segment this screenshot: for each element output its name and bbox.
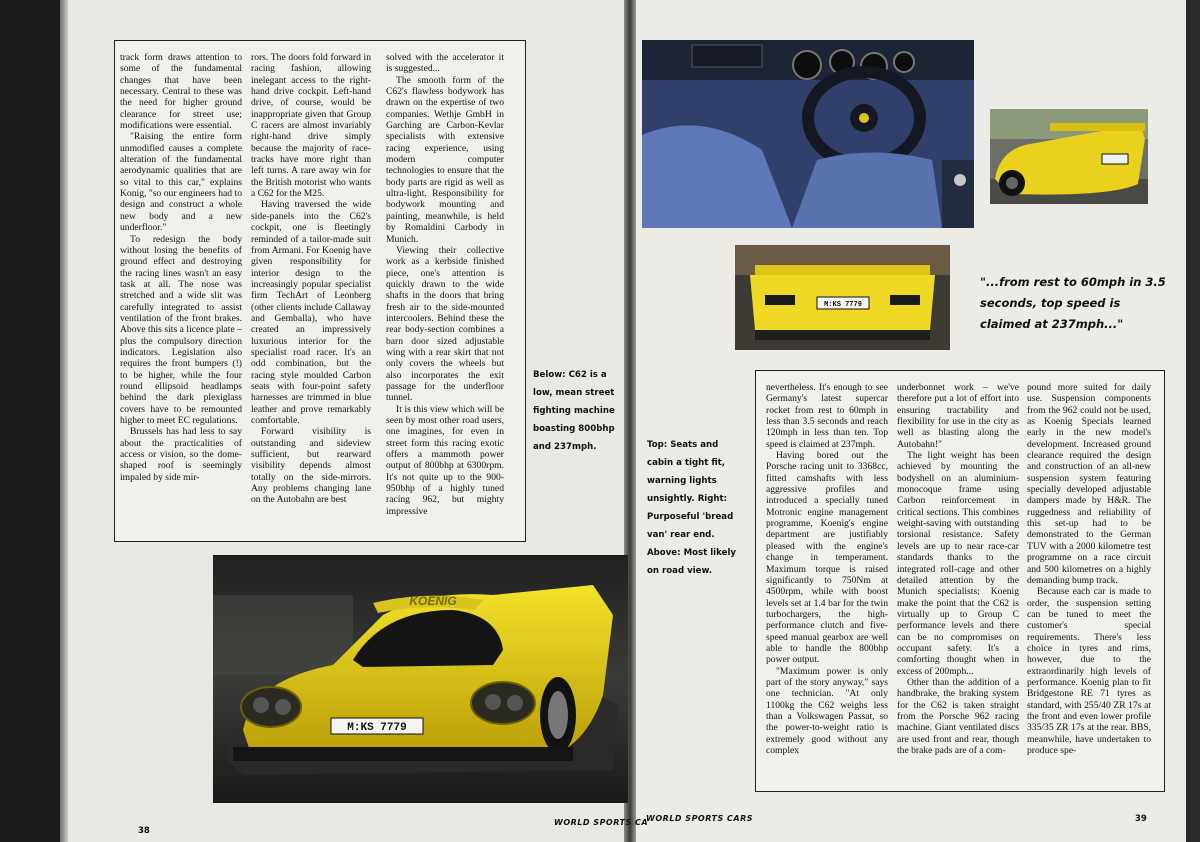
pull-quote: "...from rest to 60mph in 3.5 seconds, top speed is claimed at 237mph..." [980,275,1166,331]
paragraph: "Maximum power is only part of the story anyway," says one technician. "At only 1100kg the C62 weighs less than a Volkswagen Passat, so the power-to-weight ratio is extremely good without any complex [766,665,888,756]
paragraph: nevertheless. It's enough to see Germany's latest supercar rocket from rest to 60mph in less than 3.5 seconds and reach 120mph in less than ten. Top speed is claimed at 237mph. [766,382,888,450]
rear-car-photo [990,109,1148,204]
right-text-column-1 [766,382,888,782]
paragraph: It is this view which will be seen by most other road users, one imagines, for even in street form this racing exotic offers a mammoth power output of 800bhp at 6300rpm. It's not quite up to the 900-950bhp of a highly tuned racing 962, but mighty impressive [386,403,504,517]
right-running-head: WORLD SPORTS CARS [646,814,754,823]
left-running-head: WORLD SPORTS CA [554,818,649,827]
right-text-column-3 [1027,382,1151,782]
paragraph: Other than the addition of a handbrake, the braking system for the C62 is taken straight from the Porsche 962 racing machine. Giant ventilated discs are used front and rear, though the brake pads are of a com- [897,676,1019,756]
wing-lettering: KOENIG [409,594,457,608]
paragraph: Brussels has had less to say about the practicalities of access or vision, so the dome-shaped roof is seemingly impaled by side mir- [120,426,242,483]
main-car-plate: M:KS 7779 [347,722,407,734]
paragraph: pound more suited for daily use. Suspension components from the 962 could not be used, as Koenig Specials learned early in the new model's development. Increased ground clearance required the design and construction of an all-new suspension system featuring specially developed adjustable dampers made by H&R. The ruggedness and reliability of this set-up had to be demonstrated to the German TUV with a 2000 kilometre test programme on a race circuit and 500 kilometres on a highly demanding bump track. [1027,382,1151,586]
caption-top-right-above: Top: Seats and cabin a tight fit, warning lights unsightly. Right: Purposeful 'bread van' rear end. Above: Most likely on road view. [647,440,736,576]
caption-below: Below: C62 is a low, mean street fighting machine boasting 800bhp and 237mph. [533,370,615,452]
right-page-edge [1186,0,1200,842]
rear-car-plate: M:KS 7779 [824,301,862,309]
rear-view-photo [735,245,950,350]
yellow-car-rear-three-quarter-image [990,109,1148,204]
paragraph: The smooth form of the C62's flawless bodywork has drawn on the expertise of two companies. Wethje GmbH in Garching are Carbon-Kevlar specialists with extensive racing experience, using modern computer technologies to ensure that the body parts are rigid as well as ultra-light. Responsibility for bodywork mounting and painting, meanwhile, is held by Romaldini Carbody in Munich. [386,74,504,245]
paragraph: track form draws attention to some of the fundamental changes that have been necessary. Central to these was the need for higher ground clearance for street use; modifications were essential. [120,52,242,132]
right-page-number: 39 [1135,814,1147,824]
paragraph: Having bored out the Porsche racing unit to 3368cc, fitted camshafts with less aggressive profiles and introduced a specially tuned Motronic engine management programme, Koenig's engine department are justifiably pleased with the engine's change in temperament. Maximum torque is raised significantly to 750Nm at 4500rpm, while with boost levels set at 1.4 bar for the twin turbochargers, the high-performance clutch and five-speed manual gearbox are well able to handle the 800bhp power output. [766,450,888,666]
paragraph: To redesign the body without losing the benefits of ground effect and destroying the racing lines wasn't an easy task at all. The nose was stretched and a wide slit was carefully integrated to assist ventilation of the front brakes. Above this sits a licence plate – plus the compulsory direction indicators. Legislation also requires the front bumpers (!) to be higher, while the four round ellipsoid headlamps behind the dark plexiglass covers have to be remounted higher to meet EC regulations. [120,233,242,426]
cockpit-interior-image [642,40,974,228]
paragraph: Having traversed the wide side-panels into the C62's cockpit, one is fleetingly reminded of a tailor-made suit from Armani. For Koenig have given responsibility for interior design to the increasingly popular specialist firm TechArt of Leonberg (other clients include Callaway and Gemballa), who have created an impressively luxurious interior for the specialist road racer. It's an odd combination, but the racing style moulded Carbon seats with four-point safety harnesses are trimmed in blue leather and prove remarkably comfortable. [251,199,371,426]
left-text-column-2 [251,52,371,532]
paragraph: underbonnet work – we've therefore put a lot of effort into ensuring tractability and flexibility for use in the city as well as blasting along the Autobahn!" [897,382,1019,450]
paragraph: Forward visibility is outstanding and sideview sufficient, but rearward visibility depends almost totally on the side-mirrors. Any problems changing lane on the Autobahn are best [251,426,371,506]
left-text-column-1 [120,52,242,532]
left-page-edge [60,0,68,842]
main-car-photo [213,555,628,803]
paragraph: Viewing their collective work as a kerbside finished piece, one's attention is quickly drawn to the wide shafts in the doors that bring fresh air to the side-mounted intercoolers. Behind these the rear body-section combines a barn door sized adjustable wing with a rear skirt that not only covers the wheels but also incorporates the exit passage for the underfloor tunnel. [386,244,504,404]
cockpit-photo [642,40,974,228]
right-text-column-2 [897,382,1019,782]
paragraph: Because each car is made to order, the suspension setting can be tuned to meet the customer's special requirements. There's less choice in tyres and rims, however, due to the extraordinarily high levels of performance. Koenig plan to fit Bridgestone RE 71 tyres as standard, with 255/40 ZR 17s at the front and even lower profile 335/35 ZR 17s at the rear. BBS, meanwhile, have undertaken to produce spe- [1027,586,1151,756]
paragraph: The light weight has been achieved by mounting the bodyshell on an aluminium-monocoque frame using Carbon reinforcement in critical sections. This combines weight-saving with outstanding torsional resistance. Safety levels are up to near race-car standards thanks to the integrated roll-cage and other detailed attention by the Munich specialists; Koenig make the point that the C62 is virtually up to Group C performance levels and there can be no compromises on occupant safety. It's a comforting thought when in excess of 200mph... [897,450,1019,677]
paragraph: solved with the accelerator it is suggested... [386,52,504,75]
yellow-car-rear-view-image [735,245,950,350]
paragraph: rors. The doors fold forward in racing fashion, allowing inelegant access to the right-hand drive cockpit. Left-hand drive, of course, would be inappropriate given that Group C racers are almost invariably right-hand drive simply because the majority of race-tracks have more right than left turns. A rare away win for the British motorist who wants a C62 for the M25. [251,52,371,200]
left-page-number: 38 [138,826,150,836]
left-text-column-3 [386,52,504,532]
paragraph: "Raising the entire form unmodified causes a complete alteration of the fundamental aerodynamic qualities that are so vital to this car," explains Konig, "so our engineers had to design and construct a whole new body and a new underfloor." [120,131,242,234]
yellow-race-car-front-image [213,555,628,803]
